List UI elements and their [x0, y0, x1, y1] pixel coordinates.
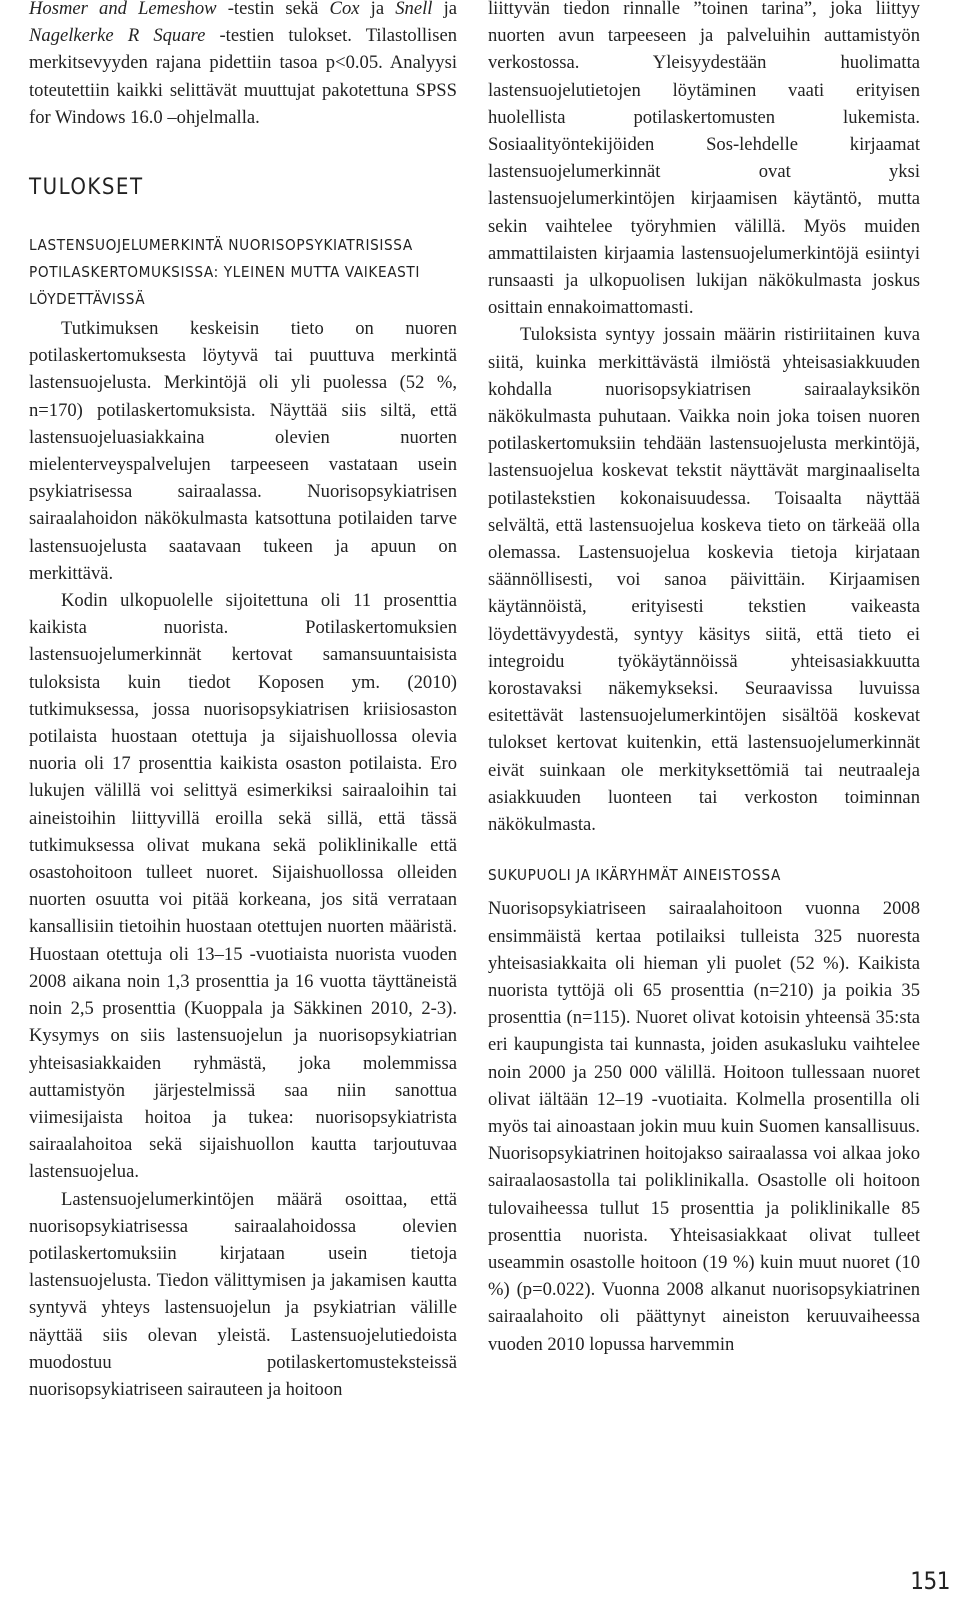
test-name-nagelkerke: Nagelkerke R Square	[29, 25, 206, 47]
results-paragraph-4: Tuloksista syntyy jossain määrin ristiriitainen kuva siitä, kuinka merkittävästä ilmiöstä yhteisasiakkuuden kohdalla nuorisopsykiatrisen sairaalayksikön näkökulmasta puhutaan. Vaikka noin joka toisen nuoren potilaskertomuksiin tehdään lastensuojelusta merkintöjä, lastensuojelua koskevat tekstit näyttävät marginaaliselta potilastekstien kokonaisuudessa. Toisaalta näyttää selvältä, että lastensuojelua koskeva tieto on tärkeää olla olemassa. Lastensuojelua koskevia tietoja kirjataan säännöllisesti, voi sanoa päivittäin. Kirjaamisen käytännöistä, erityisesti tekstien vaikeasta löydettävyydestä, syntyy käsitys siitä, että tieto ei integroidu työkäytännöissä yhteisasiakkuutta korostavaksi näkemykseksi. Seuraavissa luvuissa esitettävät lastensuojelumerkintöjen sisältöä koskevat tulokset kertovat kuitenkin, että lastensuojelumerkinnät eivät suinkaan ole merkityksettömiä tai neutraaleja asiakkuuden luonteen tai verkoston toiminnan näkökulmasta.	[488, 324, 920, 836]
continuation-paragraph: liittyvän tiedon rinnalle ”toinen tarina”, joka liittyy nuorten avun tarpeeseen ja palveluihin auttamistyön verkostossa. Yleisyydestään huolimatta lastensuojelutietojen löytäminen vaati erityisen huolellista potilaskertomusten lukemista. Sosiaalityöntekijöiden Sos-lehdelle kirjaamat lastensuojelumerkinnät ovat yksi lastensuojelumerkintöjen kirjaamisen käytäntö, mutta sekin vaihtelee työryhmien välillä. Myös muiden ammattilaisten kirjaamia lastensuojelumerkintöjä esiintyi runsaasti ja ulkopuolisen lukijan näkökulmasta joskus osittain ennakoimattomasti.	[488, 0, 920, 319]
section-heading-results: TULOKSET	[29, 175, 144, 201]
left-column	[29, 0, 457, 1403]
test-name-hosmer: Hosmer and Lemeshow	[29, 0, 217, 19]
results-paragraph-5: Nuorisopsykiatriseen sairaalahoitoon vuonna 2008 ensimmäistä kertaa potilaiksi tulleista 325 nuoresta yhteisasiakkaita oli hieman yli puolet (52 %). Kaikista nuorista tyttöjä oli 65 prosenttia (n=210) ja poikia 35 prosenttia (n=115). Nuoret olivat kotoisin yhteensä 35:sta eri kaupungista tai kunnasta, joiden asukasluku vaihtelee noin 2000 ja 250 000 välillä. Hoitoon tullessaan nuoret olivat iältään 12–19 -vuotiaita. Kolmella prosentilla oli myös tai ainoastaan jokin muu kuin Suomen kansallisuus. Nuorisopsykiatrinen hoitojakso sairaalassa voi alkaa joko sairaalaosastolla tai poliklinikalla. Osastolle oli hoitoon tulovaiheessa tullut 15 prosenttia ja poliklinikalle 85 prosenttia nuorista. Yhteisasiakkaat olivat tulleet useammin osastolle hoitoon (19 %) kuin muut nuoret (10 %) (p=0.022). Vuonna 2008 alkanut nuorisopsykiatrinen sairaalahoito oli päättynyt aineiston keruuvaiheessa vuoden 2010 lopussa harvemmin	[488, 898, 920, 1355]
page-number: 151	[910, 1567, 950, 1595]
results-paragraph-3: Lastensuojelumerkintöjen määrä osoittaa, että nuorisopsykiatrisessa sairaalahoidossa olevien potilaskertomuksiin kirjataan usein tietoja lastensuojelusta. Tiedon välittymisen ja jakamisen kautta syntyvä yhteys lastensuojelun ja psykiatrian välille näyttää siis olevan yleistä. Lastensuojelutiedoista muodostuu potilaskertomusteksteissä nuorisopsykiatriseen sairauteen ja hoitoon	[29, 1188, 457, 1400]
subsection-heading-child-welfare: LASTENSUOJELUMERKINTÄ NUORISOPSYKIATRISISSA POTILASKERTOMUKSISSA: YLEINEN MUTTA VAIKEASTI LÖYDETTÄVISSÄ	[29, 236, 420, 309]
subsection-heading-gender-age: SUKUPUOLI JA IKÄRYHMÄT AINEISTOSSA	[488, 866, 781, 885]
intro-text-1: -testin sekä	[216, 0, 330, 19]
intro-text-4: -testien tulokset. Tilastollisen merkitsevyyden rajana pidettiin tasoa p<0.05. Analyysi toteutettiin kaikki selittävät muuttujat pakotettuna SPSS for Windows 16.0 –ohjelmalla.	[29, 25, 457, 128]
intro-text-2: ja	[359, 0, 396, 19]
test-name-cox: Cox	[329, 0, 360, 19]
method-paragraph	[29, 0, 457, 131]
intro-text-3: ja	[432, 0, 457, 19]
results-paragraph-1: Tutkimuksen keskeisin tieto on nuoren potilaskertomuksesta löytyvä tai puuttuva merkintä lastensuojelusta. Merkintöjä oli yli puolessa (52 %, n=170) potilaskertomuksista. Näyttää siis siltä, että lastensuojeluasiakkaina olevien nuorten mielenterveyspalvelujen tarpeeseen vastataan usein psykiatrisessa sairaalassa. Nuorisopsykiatrisen sairaalahoidon näkökulmasta katsottuna potilaiden tarve lastensuojelusta saatavaan tukeen ja apuun on merkittävä.	[29, 318, 457, 584]
right-column	[488, 0, 920, 1358]
results-paragraph-2: Kodin ulkopuolelle sijoitettuna oli 11 prosenttia kaikista nuorista. Potilaskertomuksien lastensuojelumerkinnät kertovat samansuuntaisista tuloksista kuin tiedot Koposen ym. (2010) tutkimuksessa, jossa nuorisopsykiatrisen kriisiosaston potilaista huostaan otettuja ja sijaishuollossa olevia nuoria oli 17 prosenttia kaikista osaston potilaista. Ero lukujen välillä voi selittyä esimerkiksi sairaaloihin tai aineistoihin liittyvillä eroilla sekä sillä, että tässä tutkimuksessa olivat mukana sekä poliklinikalle että osastohoitoon tulleet nuoret. Sijaishuollossa olleiden nuorten osuutta voi pitää korkeana, jos sitä verrataan kansallisiin tietoihin huostaan otettujen nuorten määristä. Huostaan otettuja oli 13–15 -vuotiaista nuorista vuoden 2008 aikana noin 1,3 prosenttia ja 16 vuotta täyttäneistä noin 2,5 prosenttia (Kuoppala ja Säkkinen 2010, 2-3). Kysymys on siis lastensuojelun ja nuorisopsykiatrian yhteisasiakkaiden ryhmästä, joka molemmissa auttamistyön järjestelmissä saa niin sanottua viimesijaista hoitoa ja tukea: nuorisopsykiatrista sairaalahoitoa sekä sijaishuollon kautta tarjoutuvaa lastensuojelua.	[29, 590, 457, 1183]
test-name-snell: Snell	[395, 0, 433, 19]
